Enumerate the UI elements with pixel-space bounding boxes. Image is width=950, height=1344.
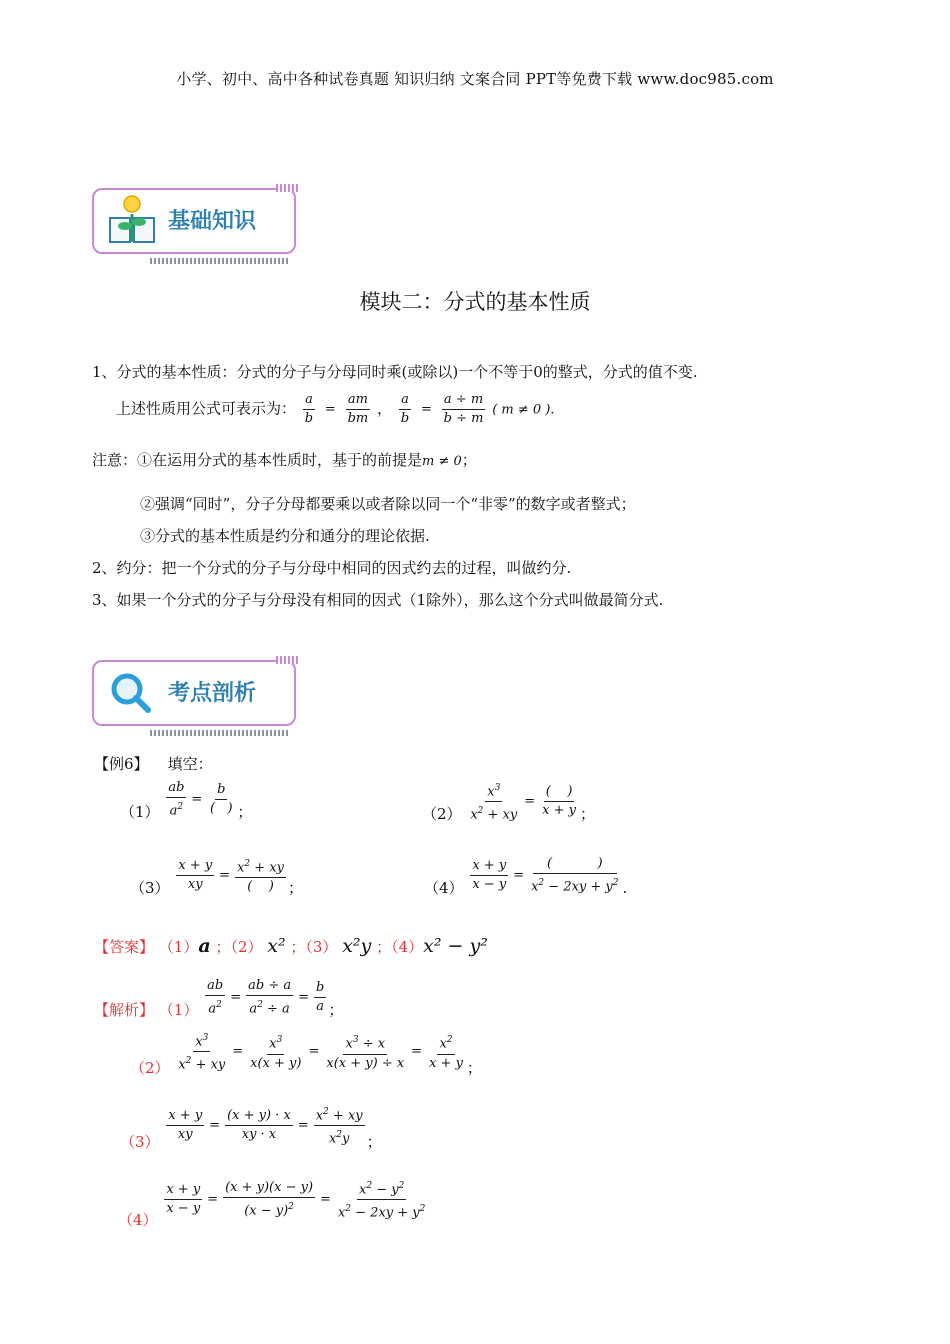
analysis-1: 【解析】 （1） $\frac{ab}{a^2}$ = $\frac{ab \div a}{a^2 \div a}$ = $\frac{b}{a}$ ；	[94, 978, 344, 1019]
plant-book-icon	[104, 192, 160, 248]
fraction-div-m: $\frac{a \div m}{b \div m}$	[443, 392, 484, 426]
answer-line: 【答案】 （1）a ；（2） x² ；（3） x²y ；（4）x² − y²	[94, 935, 488, 957]
module-title: 模块二：分式的基本性质	[359, 290, 591, 314]
banner-decoration	[276, 656, 298, 664]
property-statement: 1、分式的基本性质：分式的分子与分母同时乘(或除以)一个不等于0的整式，分式的值不变.	[92, 363, 698, 381]
banner-basic-knowledge	[92, 188, 296, 254]
note-1: 注意：①在运用分式的基本性质时，基于的前提是m ≠ 0；	[92, 451, 477, 469]
fraction-a-b: $\frac{a}{b}$	[304, 392, 314, 426]
banner-title: 考点剖析	[168, 681, 257, 706]
reduction-definition: 2、约分：把一个分式的分子与分母中相同的因式约去的过程，叫做约分.	[92, 559, 572, 577]
example-heading: 【例6】 填空：	[94, 755, 213, 773]
banner-decoration	[276, 184, 298, 192]
analysis-4: （4） $\frac{x + y}{x - y}$ = $\frac{(x + y)(x - y)}{(x - y)^2}$ = $\frac{x^2 - y^2}{x^2 - 2xy + y^2}$	[118, 1178, 429, 1222]
simplest-fraction-definition: 3、如果一个分式的分子与分母没有相同的因式（1除外），那么这个分式叫做最简分式.	[92, 591, 664, 609]
question-1: （1） $\frac{ab}{a^2}$ = $\frac{b}{( )}$ ；	[120, 780, 253, 821]
fraction-am-bm: $\frac{am}{bm}$	[347, 392, 369, 426]
fraction-a-b-2: $\frac{a}{b}$	[400, 392, 410, 426]
formula-lead: 上述性质用公式可表示为：	[116, 399, 297, 418]
magnifier-icon	[108, 670, 154, 716]
note-3: ③分式的基本性质是约分和通分的理论依据.	[140, 527, 430, 545]
question-2: （2） $\frac{x^3}{x^2 + xy}$ = $\frac{( )}{x + y}$ ；	[422, 780, 595, 824]
formula-condition: ( m ≠ 0 ).	[492, 402, 555, 418]
banner-exam-analysis	[92, 660, 296, 726]
banner-title: 基础知识	[168, 209, 257, 234]
banner-stripe	[150, 730, 290, 736]
question-3: （3） $\frac{x + y}{xy}$ = $\frac{x^2 + xy}{( )}$ ；	[130, 856, 303, 895]
banner-stripe	[150, 258, 290, 264]
analysis-2: （2） $\frac{x^3}{x^2 + xy}$ = $\frac{x^3}{x(x + y)}$ = $\frac{x^3 \div x}{x(x + y) \div x}$ = $\frac{x^2}{x + y}$ ；	[130, 1030, 482, 1074]
note-2: ②强调“同时”，分子分母都要乘以或者除以同一个“非零”的数字或者整式；	[140, 495, 636, 513]
analysis-3: （3） $\frac{x + y}{xy}$ = $\frac{(x + y) \cdot x}{xy \cdot x}$ = $\frac{x^2 + xy}{x^2y}$ ；	[120, 1104, 382, 1148]
page-header: 小学、初中、高中各种试卷真题 知识归纳 文案合同 PPT等免费下载 www.doc985.com	[176, 70, 774, 88]
property-formula: 上述性质用公式可表示为： $\frac{a}{b}$ = $\frac{am}{bm}$ ， $\frac{a}{b}$ = $\frac{a \div m}{b \div m}$ ( m ≠ 0 ).	[116, 392, 555, 426]
question-4: （4） $\frac{x + y}{x - y}$ = $\frac{( )}{x^2 - 2xy + y^2}$ .	[424, 856, 628, 897]
